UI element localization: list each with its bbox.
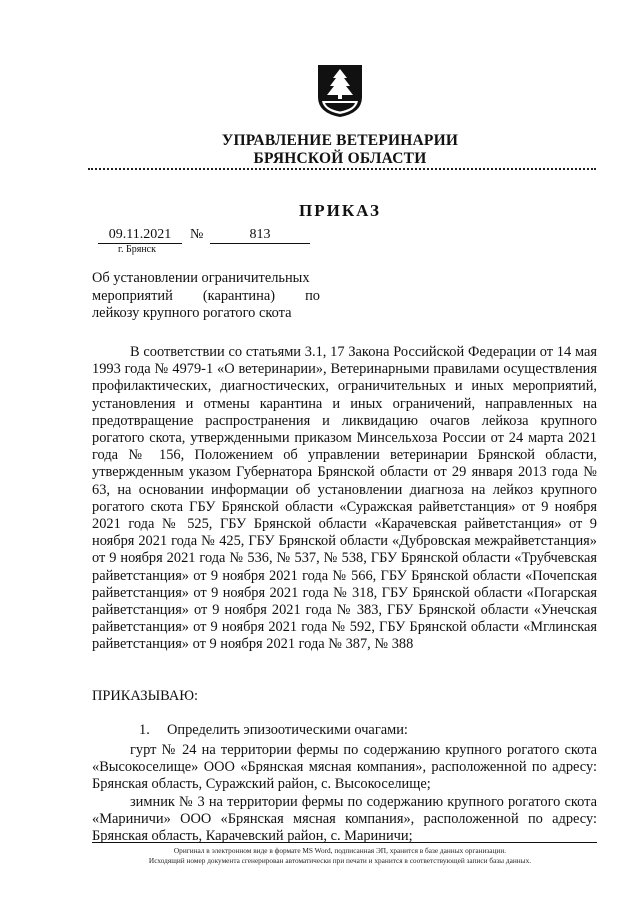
subject-line: мероприятий (карантина) по (92, 287, 320, 304)
order-word: ПРИКАЗЫВАЮ: (92, 688, 199, 704)
body-paragraph: зимник № 3 на территории фермы по содержанию крупного рогатого скота «Мариничи» ООО «Брянская мясная компания», расположенной по адресу: Брянская область, Карачевский район, с. Мариничи; (92, 794, 597, 845)
header-divider (88, 168, 596, 170)
footer-note-line2: Исходящий номер документа сгенерирован автоматически при печати и хранится в соответствующей записи базы данных. (148, 856, 532, 865)
number-sign: № (190, 227, 204, 242)
subject-line: лейкозу крупного рогатого скота (92, 305, 292, 321)
organization-name-line1: УПРАВЛЕНИЕ ВЕТЕРИНАРИИ (221, 132, 459, 149)
footer-note-line1: Оригинал в электронном виде в формате MS Word, подписанная ЭП, хранится в базе данных организации. (173, 846, 507, 855)
document-city: г. Брянск (118, 244, 156, 255)
subject-line: Об установлении ограничительных (92, 270, 310, 286)
document-number: 813 (210, 227, 310, 244)
body-paragraph: гурт № 24 на территории фермы по содержанию крупного рогатого скота «Высокоселище» ООО «Брянская мясная компания», расположенной по адресу: Брянская область, Суражский район, с. Высокоселище; (92, 742, 597, 793)
coat-of-arms-icon (316, 63, 364, 119)
list-item (139, 722, 408, 739)
document-subject (92, 270, 320, 323)
preamble-paragraph: В соответствии со статьями 3.1, 17 Закона Российской Федерации от 14 мая 1993 года № 4979-1 «О ветеринарии», Ветеринарными правилами осуществления профилактических, диагностических, ограничительных и иных мероприятий, установления и отмены карантина и иных ограничений, направленных на предотвращение распространения и ликвидацию очагов лейкоза крупного рогатого скота, утвержденными приказом Минсельхоза России от 24 марта 2021 года № 156, Положением об управлении ветеринарии Брянской области, утвержденным указом Губернатора Брянской области от 29 января 2013 года № 63, на основании информации об установлении диагноза на лейкоз крупного рогатого скота ГБУ Брянской области «Суражская райветстанция» от 9 ноября 2021 года № 525, ГБУ Брянской области «Карачевская райветстанция» от 9 ноября 2021 года № 425, ГБУ Брянской области «Дубровская межрайветстанция» от 9 ноября 2021 года № 536, № 537, № 538, ГБУ Брянской области «Трубчевская райветстанция» от 9 ноября 2021 года № 566, ГБУ Брянской области «Почепская райветстанция» от 9 ноября 2021 года № 318, ГБУ Брянской области «Погарская райветстанция» от 9 ноября 2021 года № 383, ГБУ Брянской области «Унечская райветстанция» от 9 ноября 2021 года № 592, ГБУ Брянской области «Мглинская райветстанция» от 9 ноября 2021 года № 387, № 388 (92, 344, 597, 653)
organization-name-line2: БРЯНСКОЙ ОБЛАСТИ (253, 150, 427, 167)
item-number: 1. (139, 722, 150, 738)
footer-divider (92, 842, 597, 843)
item-text: Определить эпизоотическими очагами: (167, 722, 408, 738)
document-title: ПРИКАЗ (299, 201, 381, 220)
document-date: 09.11.2021 (98, 227, 182, 244)
